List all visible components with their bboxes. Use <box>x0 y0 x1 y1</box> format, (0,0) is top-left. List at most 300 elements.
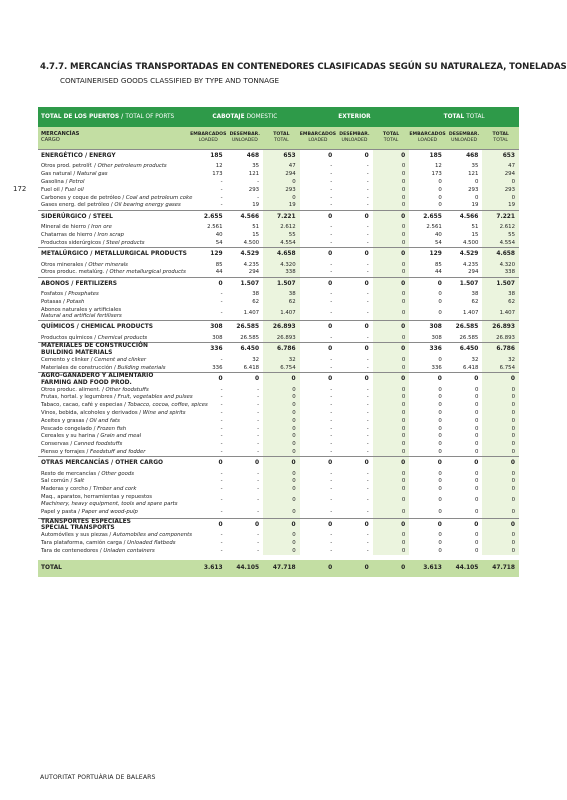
table-cell: 47 <box>263 163 300 171</box>
table-cell: - <box>330 547 333 554</box>
table-cell: - <box>366 239 369 246</box>
row-label: Otros minerales / Other minerals <box>41 261 128 268</box>
table-cell: 468 <box>446 150 483 164</box>
table-cell: - <box>330 364 333 371</box>
table-cell: 6.786 <box>482 343 519 357</box>
table-cell: - <box>366 231 369 238</box>
table-cell: 121 <box>248 171 260 178</box>
table-cell: 0 <box>300 321 337 335</box>
table-cell: - <box>220 497 223 504</box>
table-cell: 0 <box>373 150 410 164</box>
table-cell: 0 <box>373 239 410 247</box>
table-cell: - <box>257 441 260 448</box>
table-cell: 0 <box>438 310 442 317</box>
table-cell: - <box>330 171 333 178</box>
table-cell: 0 <box>474 540 479 547</box>
table-cell: 468 <box>227 150 264 164</box>
table-cell: - <box>366 433 369 440</box>
table-cell: 0 <box>300 248 337 262</box>
table-cell: 0 <box>482 457 519 471</box>
table-row <box>38 540 519 548</box>
table-cell: 51 <box>252 224 260 231</box>
table-cell: 26.585 <box>227 321 264 335</box>
table-cell: 0 <box>263 194 300 202</box>
table-cell: - <box>257 478 260 485</box>
section-label: SIDERÚRGICO / STEEL <box>38 210 190 224</box>
table-cell: 0 <box>482 433 519 441</box>
row-label: Aceites y grasas / Oil and fats <box>41 417 120 424</box>
table-cell: 0 <box>373 518 410 532</box>
table-cell: - <box>366 194 369 201</box>
table-cell: 62 <box>263 299 300 307</box>
table-cell: 0 <box>373 321 410 335</box>
table-cell: - <box>330 356 333 363</box>
table-cell: 0 <box>373 417 410 425</box>
row-label: Otros produc. aliment. / Other foodstuffs <box>41 386 149 393</box>
table-cell: 338 <box>482 269 519 277</box>
table-cell: 26.585 <box>459 334 479 341</box>
column-header: DESEMBAR. UNLOADED <box>336 127 373 150</box>
table-cell: 0 <box>373 372 410 386</box>
table-cell: - <box>330 178 333 185</box>
table-row <box>38 417 519 425</box>
table-cell: 0 <box>482 441 519 449</box>
table-cell: 0 <box>438 194 442 201</box>
row-label: Conservas / Canned foodstuffs <box>41 441 123 448</box>
table-cell: 0 <box>373 508 410 519</box>
table-cell: 294 <box>468 269 479 276</box>
table-cell: 0 <box>336 277 373 291</box>
table-cell: 4.529 <box>446 248 483 262</box>
table-cell: 55 <box>263 232 300 240</box>
table-cell: 0 <box>373 186 410 194</box>
table-cell: 0 <box>263 486 300 494</box>
table-cell: 19 <box>471 202 479 209</box>
table-cell: - <box>330 386 333 393</box>
table-cell: - <box>366 364 369 371</box>
table-cell: - <box>366 540 369 547</box>
table-cell: - <box>220 425 223 432</box>
row-label: Resto de mercancías / Other goods <box>41 470 135 477</box>
table-cell: 32 <box>252 356 260 363</box>
table-cell: 129 <box>409 248 446 262</box>
table-row <box>38 441 519 449</box>
section-label: TRANSPORTES ESPECIALES SPECIAL TRANSPORTS <box>38 518 190 532</box>
table-cell: - <box>220 402 223 409</box>
table-cell: 4.658 <box>482 248 519 262</box>
table-cell: - <box>257 509 260 516</box>
table-cell: - <box>257 532 260 539</box>
row-label: Maq., aparatos, herramientas y repuestos Machinery, heavy equipment, tools and spare parts <box>41 494 178 507</box>
table-cell: 2.612 <box>263 224 300 232</box>
table-cell: - <box>257 425 260 432</box>
table-cell: 0 <box>409 518 446 532</box>
table-cell: 0 <box>300 457 337 471</box>
table-cell: - <box>330 509 333 516</box>
page-number: 172 <box>13 185 27 193</box>
table-cell: 2.655 <box>409 210 446 224</box>
table-cell: - <box>366 497 369 504</box>
row-label: Cemento y clinker / Cement and clinker <box>41 356 147 363</box>
table-row <box>38 478 519 486</box>
table-cell: - <box>330 540 333 547</box>
table-row <box>38 269 519 277</box>
table-cell: 0 <box>438 448 442 455</box>
table-cell: 4.658 <box>263 248 300 262</box>
row-label: Pienso y forrajes / Feedstuff and fodder <box>41 448 146 455</box>
table-cell: 0 <box>482 547 519 555</box>
table-cell: - <box>220 478 223 485</box>
table-cell: 3.613 <box>190 560 227 577</box>
table-cell: 26.585 <box>240 334 260 341</box>
table-cell: 0 <box>438 433 442 440</box>
table-cell: 0 <box>263 508 300 519</box>
table-cell: - <box>366 448 369 455</box>
table-cell: - <box>330 448 333 455</box>
table-cell: 0 <box>482 394 519 402</box>
table-cell: 0 <box>300 150 337 164</box>
table-cell: 336 <box>409 343 446 357</box>
table-cell: 0 <box>373 560 410 577</box>
table-cell: 336 <box>431 364 442 371</box>
table-cell: - <box>366 261 369 268</box>
row-label: Tara plataforma, camión carga / Unloaded flatbeds <box>41 540 176 547</box>
table-cell: 0 <box>474 402 479 409</box>
table-cell: 19 <box>482 202 519 210</box>
table-cell: 0 <box>300 372 337 386</box>
table-cell: 0 <box>438 356 442 363</box>
table-cell: - <box>220 298 223 305</box>
table-row <box>38 364 519 372</box>
row-label: Productos siderúrgicos / Steel products <box>41 239 145 246</box>
table-cell: - <box>330 291 333 298</box>
table-cell: - <box>366 532 369 539</box>
table-cell: 47.718 <box>482 560 519 577</box>
table-cell: - <box>366 417 369 424</box>
table-cell: 0 <box>446 372 483 386</box>
table-cell: 19 <box>252 202 260 209</box>
table-cell: 0 <box>373 224 410 232</box>
table-cell: 0 <box>438 532 442 539</box>
table-cell: 0 <box>263 518 300 532</box>
table-cell: - <box>366 178 369 185</box>
table-cell: 0 <box>373 171 410 179</box>
table-cell: 0 <box>373 306 410 321</box>
table-cell: 44 <box>434 269 442 276</box>
row-label: Gas natural / Natural gas <box>41 171 108 178</box>
table-row <box>38 261 519 269</box>
section-row <box>38 518 519 532</box>
table-cell: 0 <box>482 386 519 394</box>
table-cell: 0 <box>336 343 373 357</box>
table-cell: 0 <box>373 402 410 410</box>
column-header: DESEMBAR. UNLOADED <box>446 127 483 150</box>
table-cell: 1.407 <box>243 310 260 317</box>
table-row <box>38 163 519 171</box>
table-cell: 0 <box>227 457 264 471</box>
table-cell: - <box>330 202 333 209</box>
table-cell: 1.507 <box>446 277 483 291</box>
table-cell: 12 <box>434 163 442 170</box>
row-label: Materiales de construcción / Building materials <box>41 364 166 371</box>
table-cell: 44.105 <box>446 560 483 577</box>
table-cell: - <box>220 291 223 298</box>
table-cell: 0 <box>474 178 479 185</box>
section-label: MATERIALES DE CONSTRUCCIÓN BUILDING MATERIALS <box>38 343 190 357</box>
table-cell: 308 <box>190 321 227 335</box>
table-cell: 0 <box>373 364 410 372</box>
table-cell: 0 <box>446 457 483 471</box>
table-cell: 4.554 <box>482 239 519 247</box>
table-cell: 2.655 <box>190 210 227 224</box>
table-cell: 0 <box>482 425 519 433</box>
table-cell: 6.418 <box>462 364 479 371</box>
row-label: Tabaco, cacao, café y especias / Tobacco, cocoa, coffee, spices <box>41 402 208 409</box>
table-cell: 0 <box>474 194 479 201</box>
table-cell: - <box>220 194 223 201</box>
table-cell: - <box>220 417 223 424</box>
table-cell: - <box>220 433 223 440</box>
table-cell: 185 <box>190 150 227 164</box>
table-cell: 0 <box>446 518 483 532</box>
table-cell: 0 <box>438 394 442 401</box>
table-cell: 26.893 <box>263 321 300 335</box>
table-cell: 0 <box>336 210 373 224</box>
table-cell: 0 <box>474 386 479 393</box>
table-row <box>38 356 519 364</box>
table-cell: 6.450 <box>446 343 483 357</box>
table-cell: - <box>220 178 223 185</box>
table-cell: 0 <box>409 457 446 471</box>
table-cell: - <box>366 441 369 448</box>
row-label: Abonos naturales y artificiales Natural and artificial fertilisers <box>41 306 122 320</box>
table-cell: 1.507 <box>227 277 264 291</box>
table-row <box>38 202 519 210</box>
table-cell: - <box>330 425 333 432</box>
table-cell: 0 <box>373 425 410 433</box>
row-label: Maderas y corcho / Timber and cork <box>41 486 137 493</box>
table-cell: 0 <box>482 179 519 187</box>
table-cell: - <box>366 394 369 401</box>
table-cell: 0 <box>482 494 519 508</box>
table-cell: - <box>330 298 333 305</box>
table-cell: - <box>257 394 260 401</box>
table-cell: - <box>257 448 260 455</box>
table-cell: - <box>366 356 369 363</box>
table-row <box>38 291 519 299</box>
table-cell: - <box>330 194 333 201</box>
table-cell: 0 <box>373 194 410 202</box>
column-header: EMBARCADOS LOADED <box>190 127 227 150</box>
table-cell: 0 <box>373 202 410 210</box>
table-cell: 0 <box>300 210 337 224</box>
table-cell: - <box>220 509 223 516</box>
table-cell: 38 <box>471 291 479 298</box>
table-cell: 293 <box>482 186 519 194</box>
table-cell: 0 <box>482 402 519 410</box>
table-row <box>38 171 519 179</box>
table-cell: - <box>366 310 369 317</box>
table-cell: 0 <box>336 518 373 532</box>
column-header: TOTAL TOTAL <box>373 127 410 150</box>
table-cell: - <box>366 186 369 193</box>
section-label: METALÚRGICO / METALLURGICAL PRODUCTS <box>38 248 190 262</box>
table-cell: - <box>366 470 369 477</box>
table-cell: 2.612 <box>482 224 519 232</box>
table-cell: 4.554 <box>263 239 300 247</box>
table-cell: 0 <box>482 540 519 548</box>
table-cell: - <box>220 356 223 363</box>
table-cell: 4.320 <box>263 261 300 269</box>
table-cell: 0 <box>474 433 479 440</box>
table-cell: 0 <box>438 202 442 209</box>
table-cell: 40 <box>434 231 442 238</box>
table-cell: - <box>220 486 223 493</box>
section-label: ABONOS / FERTILIZERS <box>38 277 190 291</box>
table-cell: - <box>220 386 223 393</box>
table-cell: 0 <box>336 560 373 577</box>
table-cell: 0 <box>373 291 410 299</box>
table-cell: 336 <box>212 364 223 371</box>
table-cell: 0 <box>263 470 300 478</box>
table-cell: 38 <box>263 291 300 299</box>
table-cell: 4.566 <box>227 210 264 224</box>
table-cell: 44 <box>215 269 223 276</box>
table-cell: 0 <box>438 178 442 185</box>
table-cell: 0 <box>474 486 479 493</box>
table-cell: 6.786 <box>263 343 300 357</box>
table-row <box>38 239 519 247</box>
table-cell: 26.893 <box>482 334 519 342</box>
table-cell: 336 <box>190 343 227 357</box>
table-cell: 0 <box>336 150 373 164</box>
table-cell: 0 <box>438 409 442 416</box>
table-cell: 0 <box>474 470 479 477</box>
table-cell: 0 <box>263 394 300 402</box>
table-cell: - <box>257 433 260 440</box>
table-cell: - <box>330 310 333 317</box>
table-cell: - <box>330 409 333 416</box>
table-cell: 0 <box>263 386 300 394</box>
column-header: EMBARCADOS LOADED <box>300 127 337 150</box>
table-cell: 0 <box>474 394 479 401</box>
table-cell: 0 <box>227 372 264 386</box>
table-cell: 0 <box>438 509 442 516</box>
table-cell: - <box>257 417 260 424</box>
table-cell: - <box>366 334 369 341</box>
table-cell: 0 <box>263 417 300 425</box>
table-cell: 85 <box>434 261 442 268</box>
table-cell: 38 <box>482 291 519 299</box>
table-cell: - <box>330 334 333 341</box>
table-cell: 0 <box>474 497 479 504</box>
row-label: Frutas, hortal. y legumbres / Fruit, vegetables and pulses <box>41 394 193 401</box>
table-cell: 6.450 <box>227 343 264 357</box>
table-cell: 6.754 <box>482 364 519 372</box>
section-row <box>38 343 519 357</box>
table-cell: - <box>220 409 223 416</box>
table-cell: 0 <box>263 372 300 386</box>
section-row <box>38 321 519 335</box>
table-cell: 0 <box>373 449 410 457</box>
table-cell: 35 <box>252 163 260 170</box>
table-cell: 40 <box>215 231 223 238</box>
table-cell: 0 <box>474 441 479 448</box>
table-cell: - <box>257 470 260 477</box>
table-cell: 0 <box>438 402 442 409</box>
section-row <box>38 277 519 291</box>
table-cell: 0 <box>190 457 227 471</box>
table-cell: 338 <box>263 269 300 277</box>
table-cell: 308 <box>431 334 442 341</box>
table-cell: 0 <box>482 518 519 532</box>
row-label: Papel y pasta / Paper and wood-pulp <box>41 509 138 516</box>
table-cell: 26.585 <box>446 321 483 335</box>
table-cell: 0 <box>474 409 479 416</box>
table-cell: - <box>220 394 223 401</box>
table-cell: - <box>330 417 333 424</box>
table-cell: - <box>257 386 260 393</box>
table-cell: 0 <box>482 486 519 494</box>
table-cell: 0 <box>373 232 410 240</box>
table-cell: 293 <box>468 186 479 193</box>
table-cell: 0 <box>263 494 300 508</box>
table-cell: - <box>366 163 369 170</box>
page-footer: AUTORITAT PORTUÀRIA DE BALEARS <box>40 774 156 781</box>
table-cell: 1.407 <box>482 306 519 321</box>
table-cell: 12 <box>215 163 223 170</box>
table-cell: 0 <box>300 560 337 577</box>
table-row <box>38 425 519 433</box>
table-cell: 0 <box>336 248 373 262</box>
table-cell: 0 <box>373 433 410 441</box>
table-cell: - <box>220 470 223 477</box>
table-cell: 15 <box>471 231 479 238</box>
header-domestic: CABOTAJE DOMESTIC <box>190 107 300 127</box>
table-row <box>38 179 519 187</box>
table-cell: 0 <box>373 441 410 449</box>
table-cell: 0 <box>482 417 519 425</box>
table-cell: - <box>220 202 223 209</box>
table-cell: 0 <box>438 186 442 193</box>
column-header: EMBARCADOS LOADED <box>409 127 446 150</box>
table-cell: - <box>257 194 260 201</box>
table-cell: - <box>330 470 333 477</box>
section-row <box>38 248 519 262</box>
table-cell: 0 <box>474 532 479 539</box>
table-cell: 0 <box>409 277 446 291</box>
table-cell: 0 <box>263 449 300 457</box>
row-label: Potasas / Potash <box>41 298 85 305</box>
table-cell: 4.235 <box>462 261 479 268</box>
table-cell: 4.500 <box>243 239 260 246</box>
table-cell: 0 <box>336 457 373 471</box>
table-cell: - <box>330 394 333 401</box>
table-cell: - <box>220 310 223 317</box>
table-cell: - <box>366 486 369 493</box>
table-cell: 0 <box>373 248 410 262</box>
table-cell: 0 <box>482 194 519 202</box>
header-ports: TOTAL DE LOS PUERTOS / TOTAL OF PORTS <box>38 107 190 127</box>
table-cell: 2.561 <box>426 224 442 231</box>
table-row <box>38 394 519 402</box>
table-cell: 0 <box>438 298 442 305</box>
table-cell: 0 <box>474 425 479 432</box>
table-cell: 0 <box>336 321 373 335</box>
table-cell: - <box>220 540 223 547</box>
table-cell: - <box>220 448 223 455</box>
table-cell: - <box>257 409 260 416</box>
